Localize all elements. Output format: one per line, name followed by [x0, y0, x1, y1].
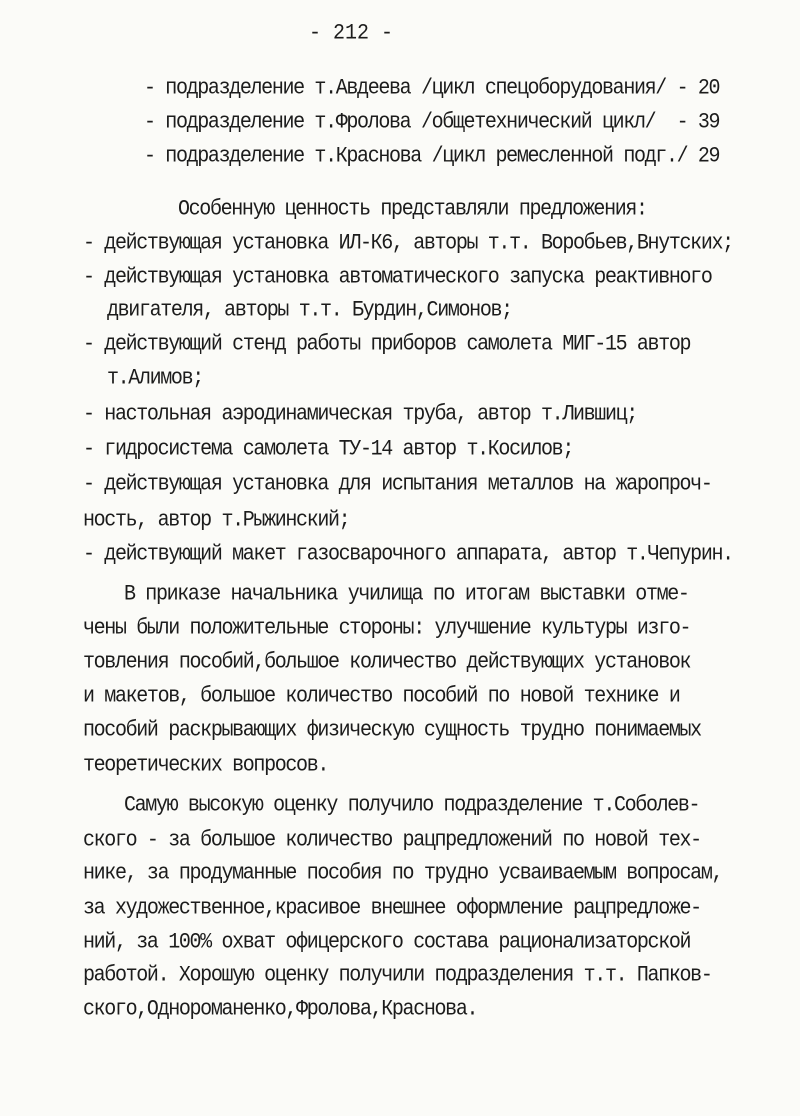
proposal-line: - гидросистема самолета ТУ-14 автор т.Косилов; — [83, 436, 573, 463]
paragraph-line: Самую высокую оценку получило подразделение т.Соболев- — [124, 792, 700, 819]
paragraph-line: теоретических вопросов. — [83, 752, 328, 779]
proposals-intro: Особенную ценность представляли предложения: — [178, 196, 647, 223]
paragraph-line: чены были положительные стороны: улучшение культуры изго- — [83, 615, 691, 642]
paragraph-line: В приказе начальника училища по итогам выставки отме- — [124, 581, 689, 608]
proposal-line: - настольная аэродинамическая труба, автор т.Лившиц; — [83, 401, 637, 428]
proposal-line: ность, автор т.Рыжинский; — [83, 507, 350, 534]
paragraph-line: пособий раскрывающих физическую сущность трудно понимаемых — [83, 717, 701, 744]
paragraph-line: ского,Однороманенко,Фролова,Краснова. — [83, 996, 478, 1023]
paragraph-line: нике, за продуманные пособия по трудно усваиваемым вопросам, — [83, 860, 723, 887]
proposal-line: двигателя, авторы т.т. Бурдин,Симонов; — [107, 297, 512, 324]
proposal-line: т.Алимов; — [107, 365, 203, 392]
unit-line: - подразделение т.Краснова /цикл ремесленной подг./ 29 — [144, 143, 720, 170]
unit-line: - подразделение т.Фролова /общетехнический цикл/ - 39 — [144, 109, 720, 136]
proposal-line: - действующая установка для испытания металлов на жаропроч- — [83, 471, 712, 498]
paragraph-line: работой. Хорошую оценку получили подразделения т.т. Папков- — [83, 962, 712, 989]
paragraph-line: товления пособий,большое количество действующих установок — [83, 649, 691, 676]
paragraph-line: ний, за 100% охват офицерского состава рационализаторской — [83, 929, 691, 956]
proposal-line: - действующая установка ИЛ-К6, авторы т.т. Воробьев,Внутских; — [83, 230, 733, 257]
paragraph-line: и макетов, большое количество пособий по новой технике и — [83, 683, 680, 710]
page-number: - 212 - — [309, 20, 394, 47]
unit-line: - подразделение т.Авдеева /цикл спецоборудования/ - 20 — [144, 75, 720, 102]
proposal-line: - действующая установка автоматического запуска реактивного — [83, 264, 712, 291]
proposal-line: - действующий макет газосварочного аппарата, автор т.Чепурин. — [83, 541, 733, 568]
paragraph-line: за художественное,красивое внешнее оформление рацпредложе- — [83, 895, 701, 922]
proposal-line: - действующий стенд работы приборов самолета МИГ-15 автор — [83, 331, 691, 358]
paragraph-line: ского - за большое количество рацпредложений по новой тех- — [83, 827, 701, 854]
